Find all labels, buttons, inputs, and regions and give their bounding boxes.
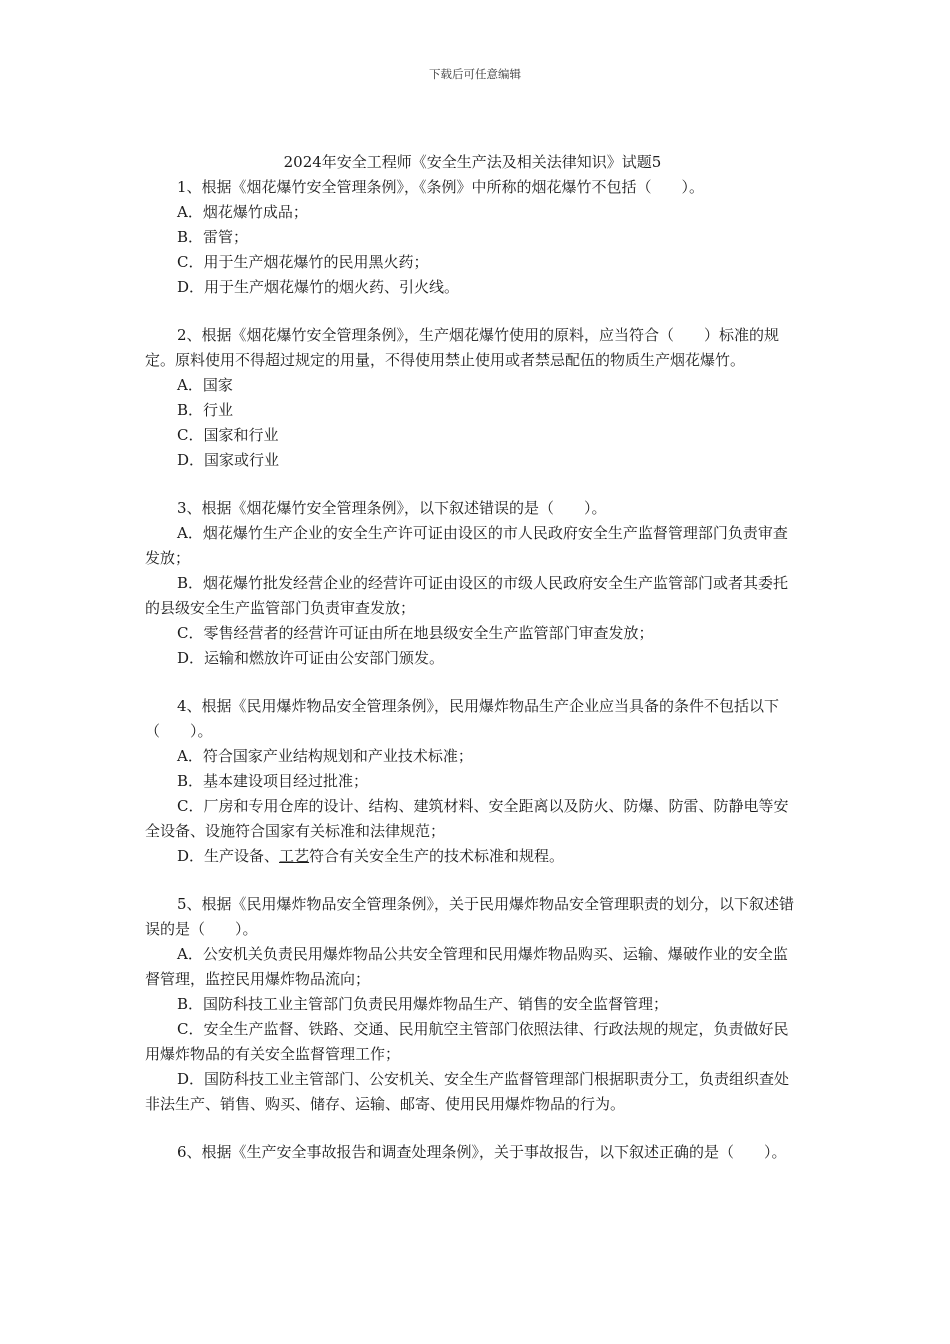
option-c: C．用于生产烟花爆竹的民用黑火药；	[177, 253, 429, 271]
option-a: A．烟花爆竹成品；	[177, 203, 308, 221]
option-d: D．国家或行业	[177, 451, 280, 469]
option-d-suffix: 符合有关安全生产的技术标准和规程。	[309, 847, 565, 865]
page-header-note: 下载后可任意编辑	[429, 67, 521, 81]
spacer	[145, 473, 800, 496]
option-c: C．零售经营者的经营许可证由所在地县级安全生产监管部门审查发放；	[177, 624, 654, 642]
question-4	[145, 694, 800, 869]
spacer	[145, 869, 800, 892]
question-text: 5、根据《民用爆炸物品安全管理条例》，关于民用爆炸物品安全管理职责的划分，以下叙述错误的是（ ）。	[145, 895, 795, 938]
option-b: B．雷管；	[177, 228, 249, 246]
option-a: A．符合国家产业结构规划和产业技术标准；	[177, 747, 473, 765]
question-text: 6、根据《生产安全事故报告和调查处理条例》，关于事故报告，以下叙述正确的是（ ）。	[177, 1143, 787, 1161]
option-a: A．公安机关负责民用爆炸物品公共安全管理和民用爆炸物品购买、运输、爆破作业的安全监督管理，监控民用爆炸物品流向；	[145, 945, 788, 988]
option-b: B．行业	[177, 401, 234, 419]
question-text: 2、根据《烟花爆竹安全管理条例》，生产烟花爆竹使用的原料，应当符合（ ）标准的规定。原料使用不得超过规定的用量，不得使用禁止使用或者禁忌配伍的物质生产烟花爆竹。	[145, 326, 780, 369]
question-text: 4、根据《民用爆炸物品安全管理条例》，民用爆炸物品生产企业应当具备的条件不包括以下（ ）。	[145, 697, 780, 740]
option-d: D．运输和燃放许可证由公安部门颁发。	[177, 649, 445, 667]
spacer	[145, 300, 800, 323]
spacer	[145, 671, 800, 694]
option-c: C．国家和行业	[177, 426, 279, 444]
option-c: C．厂房和专用仓库的设计、结构、建筑材料、安全距离以及防火、防爆、防雷、防静电等安全设备、设施符合国家有关标准和法律规范；	[145, 797, 789, 840]
document-title: 2024年安全工程师《安全生产法及相关法律知识》试题5	[283, 153, 662, 171]
option-a: A．国家	[177, 376, 233, 394]
option-d: D．用于生产烟花爆竹的烟火药、引火线。	[177, 278, 460, 296]
option-b: B．烟花爆竹批发经营企业的经营许可证由设区的市级人民政府安全生产监管部门或者其委托的县级安全生产监管部门负责审查发放；	[145, 574, 789, 617]
option-b: B．国防科技工业主管部门负责民用爆炸物品生产、销售的安全监督管理；	[177, 995, 669, 1013]
underlined-term: 工艺	[279, 847, 310, 865]
question-2	[145, 323, 800, 473]
spacer	[145, 1117, 800, 1140]
option-a: A．烟花爆竹生产企业的安全生产许可证由设区的市人民政府安全生产监督管理部门负责审查发放；	[145, 524, 788, 567]
document-body	[145, 150, 800, 1165]
question-text: 1、根据《烟花爆竹安全管理条例》，《条例》中所称的烟花爆竹不包括（ ）。	[177, 178, 705, 196]
option-b: B．基本建设项目经过批准；	[177, 772, 369, 790]
question-3	[145, 496, 800, 671]
option-d-prefix: D．生产设备、	[177, 847, 280, 865]
question-text: 3、根据《烟花爆竹安全管理条例》，以下叙述错误的是（ ）。	[177, 499, 607, 517]
question-6	[145, 1140, 800, 1165]
question-5	[145, 892, 800, 1117]
option-d: D．国防科技工业主管部门、公安机关、安全生产监督管理部门根据职责分工，负责组织查处非法生产、销售、购买、储存、运输、邮寄、使用民用爆炸物品的行为。	[145, 1070, 790, 1113]
option-d	[145, 844, 800, 869]
option-c: C．安全生产监督、铁路、交通、民用航空主管部门依照法律、行政法规的规定，负责做好民用爆炸物品的有关安全监督管理工作；	[145, 1020, 789, 1063]
question-1	[145, 175, 800, 300]
